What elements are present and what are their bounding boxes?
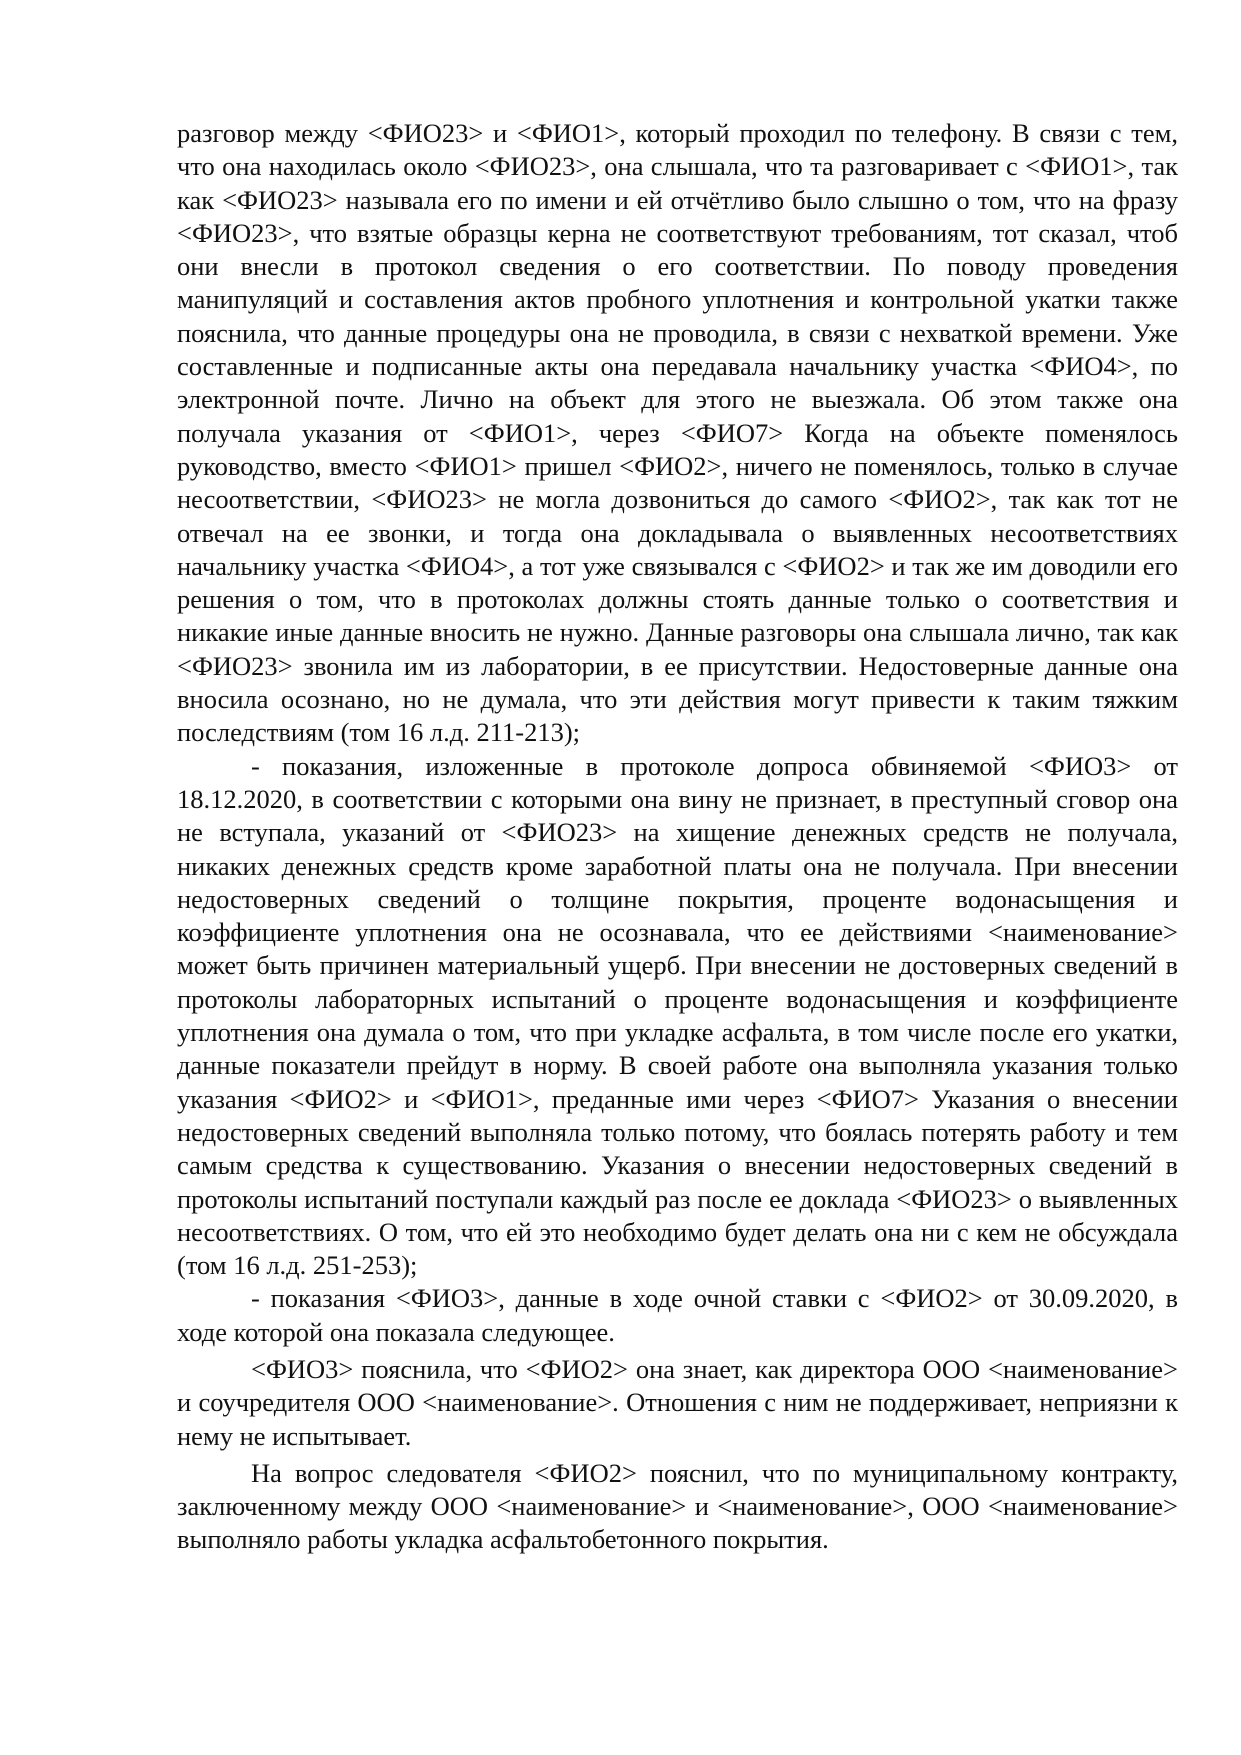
- paragraph-interrogation-testimony: - показания, изложенные в протоколе допроса обвиняемой <ФИО3> от 18.12.2020, в соответствии с которыми она вину не признает, в преступный сговор она не вступала, указаний от <ФИО23> на хищение денежных средств не получала, никаких денежных средств кроме заработной платы она не получала. При внесении недостоверных сведений о толщине покрытия, проценте водонасыщения и коэффициенте уплотнения она не осознавала, что ее действиями <наименование> может быть причинен материальный ущерб. При внесении не достоверных сведений в протоколы лабораторных испытаний о проценте водонасыщения и коэффициенте уплотнения она думала о том, что при укладке асфальта, в том числе после его укатки, данные показатели прейдут в норму. В своей работе она выполняла указания только указания <ФИО2> и <ФИО1>, преданные ими через <ФИО7> Указания о внесении недостоверных сведений выполняла только потому, что боялась потерять работу и тем самым средства к существованию. Указания о внесении недостоверных сведений в протоколы испытаний поступали каждый раз после ее доклада <ФИО23> о выявленных несоответствиях. О том, что ей это необходимо будет делать она ни с кем не обсуждала (том 16 л.д. 251-253);: [177, 750, 1178, 1281]
- paragraph-continued-testimony: разговор между <ФИО23> и <ФИО1>, который проходил по телефону. В связи с тем, что она находилась около <ФИО23>, она слышала, что та разговаривает с <ФИО1>, так как <ФИО23> называла его по имени и ей отчётливо было слышно о том, что на фразу <ФИО23>, что взятые образцы керна не соответствуют требованиям, тот сказал, чтоб они внесли в протокол сведения о его соответствии. По поводу проведения манипуляций и составления актов пробного уплотнения и контрольной укатки также пояснила, что данные процедуры она не проводила, в связи с нехваткой времени. Уже составленные и подписанные акты она передавала начальнику участка <ФИО4>, по электронной почте. Лично на объект для этого не выезжала. Об этом также она получала указания от <ФИО1>, через <ФИО7> Когда на объекте поменялось руководство, вместо <ФИО1> пришел <ФИО2>, ничего не поменялось, только в случае несоответствии, <ФИО23> не могла дозвониться до самого <ФИО2>, так как тот не отвечал на ее звонки, и тогда она докладывала о выявленных несоответствиях начальнику участка <ФИО4>, а тот уже связывался с <ФИО2> и так же им доводили его решения о том, что в протоколах должны стоять данные только о соответствия и никакие иные данные вносить не нужно. Данные разговоры она слышала лично, так как <ФИО23> звонила им из лаборатории, в ее присутствии. Недостоверные данные она вносила осознано, но не думала, что эти действия могут привести к таким тяжким последствиям (том 16 л.д. 211-213);: [177, 118, 1178, 748]
- paragraph-fio3-statement: <ФИО3> пояснила, что <ФИО2> она знает, как директора ООО <наименование> и соучредителя ООО <наименование>. Отношения с ним не поддерживает, неприязни к нему не испытывает.: [177, 1353, 1178, 1451]
- paragraph-investigator-question: На вопрос следователя <ФИО2> пояснил, что по муниципальному контракту, заключенному между ООО <наименование> и <наименование>, ООО <наименование> выполняло работы укладка асфальтобетонного покрытия.: [177, 1457, 1178, 1555]
- document-page: [177, 117, 1178, 1557]
- paragraph-confrontation-intro: - показания <ФИО3>, данные в ходе очной ставки с <ФИО2> от 30.09.2020, в ходе которой она показала следующее.: [177, 1283, 1178, 1347]
